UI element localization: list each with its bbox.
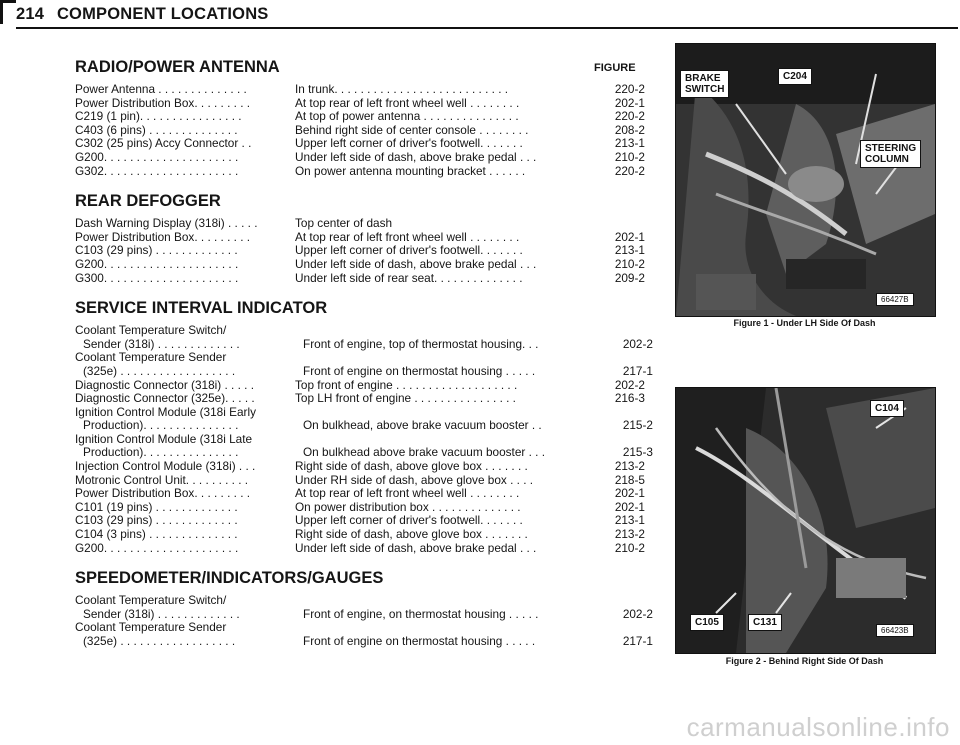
row-figure: 210-2 [614, 149, 645, 164]
figure-1-code: 66427B [876, 293, 914, 306]
row-location: Upper left corner of driver's footwell. . . . . . . [295, 514, 523, 528]
row-location: On power antenna mounting bracket . . . . . . [295, 164, 526, 178]
row-location [295, 406, 595, 420]
row-location [295, 594, 595, 608]
row-location: Under left side of rear seat. . . . . . . . . . . . . . [295, 271, 523, 285]
c204-label: C204 [778, 68, 812, 85]
row-component: Sender (318i) . . . . . . . . . . . . . [83, 607, 240, 621]
row-location [295, 433, 595, 447]
row-component: C104 (3 pins) . . . . . . . . . . . . . . [75, 528, 238, 542]
row-figure: 213-1 [614, 513, 645, 528]
row-component: Coolant Temperature Switch/ [75, 594, 227, 608]
row-component: C101 (19 pins) . . . . . . . . . . . . . [75, 500, 238, 514]
row-location: At top of power antenna . . . . . . . . . . . . . . . [295, 110, 519, 124]
row-figure: 202-1 [614, 499, 645, 514]
row-component: Production). . . . . . . . . . . . . . . [83, 446, 239, 460]
row-component: Coolant Temperature Sender [75, 351, 227, 365]
watermark: carmanualsonline.info [686, 712, 950, 742]
table-row [75, 392, 645, 406]
row-location: Upper left corner of driver's footwell. . . . . . . [295, 137, 523, 151]
row-figure: 208-2 [614, 122, 645, 137]
row-component: Sender (318i) . . . . . . . . . . . . . [83, 337, 240, 351]
row-figure: 213-1 [614, 243, 645, 258]
row-location: Front of engine on thermostat housing . . . . . [303, 364, 536, 378]
table-row [75, 110, 645, 124]
row-location: At top rear of left front wheel well . . . . . . . . [295, 487, 520, 501]
row-figure: 220-2 [614, 109, 645, 124]
table-row [75, 514, 645, 528]
row-location [295, 324, 595, 338]
row-location: Right side of dash, above glove box . . . . . . . [295, 528, 528, 542]
row-figure [595, 433, 645, 447]
table-row [75, 528, 645, 542]
table-row [75, 83, 645, 97]
table-row [75, 231, 645, 245]
row-location: Under left side of dash, above brake pedal . . . [295, 541, 537, 555]
table-row [75, 151, 645, 165]
table-row [75, 363, 653, 379]
row-figure: 210-2 [614, 256, 645, 271]
row-location: Front of engine on thermostat housing . . . . . [303, 635, 536, 648]
row-location: In trunk. . . . . . . . . . . . . . . . . . . . . . . . . . . [295, 83, 509, 96]
table-row [75, 621, 645, 635]
row-location: Upper left corner of driver's footwell. . . . . . . [295, 244, 523, 258]
table-row [75, 433, 645, 447]
row-figure: 213-2 [614, 527, 645, 542]
table-row [75, 351, 645, 365]
row-location [295, 621, 595, 635]
row-component: (325e) . . . . . . . . . . . . . . . . . . [83, 635, 236, 648]
row-figure [595, 594, 645, 608]
table-row [75, 474, 645, 488]
row-component: (325e) . . . . . . . . . . . . . . . . . . [83, 364, 236, 378]
c131-label: C131 [748, 614, 782, 631]
row-location: Front of engine, top of thermostat housing. . . [303, 337, 539, 351]
row-component: Ignition Control Module (318i Early [75, 405, 256, 419]
table-row [75, 217, 645, 231]
table-row [75, 258, 645, 272]
row-figure [595, 406, 645, 420]
row-figure: 215-3 [622, 445, 653, 460]
row-component: G200. . . . . . . . . . . . . . . . . . . . . [75, 150, 239, 164]
row-figure: 202-1 [614, 486, 645, 501]
table-row [75, 244, 645, 258]
row-location: Under left side of dash, above brake pedal . . . [295, 150, 537, 164]
row-component: C403 (6 pins) . . . . . . . . . . . . . . [75, 123, 238, 137]
row-component: C302 (25 pins) Accy Connector . . [75, 137, 252, 151]
page-number: 214 [16, 5, 45, 23]
corner-mark [0, 0, 3, 24]
figure-1-photo [675, 43, 936, 317]
row-figure: 209-2 [614, 270, 645, 285]
steering-column-label: STEERING COLUMN [860, 140, 921, 168]
row-component: Power Distribution Box. . . . . . . . . [75, 487, 251, 501]
row-figure: 218-5 [614, 472, 645, 487]
table-row [75, 606, 653, 622]
row-figure: 215-2 [622, 418, 653, 433]
row-figure: 216-3 [614, 391, 645, 406]
row-location: At top rear of left front wheel well . . . . . . . . [295, 230, 520, 244]
row-component: C103 (29 pins) . . . . . . . . . . . . . [75, 244, 238, 258]
figure-2-caption: Figure 2 - Behind Right Side Of Dash [725, 656, 884, 666]
row-component: G300. . . . . . . . . . . . . . . . . . . . . [75, 271, 239, 285]
row-figure: 220-2 [614, 82, 645, 96]
row-figure: 213-2 [614, 459, 645, 474]
row-figure [595, 324, 645, 338]
row-figure: 217-1 [622, 363, 653, 378]
section-title: REAR DEFOGGER [75, 192, 221, 211]
figure-2-photo [675, 387, 936, 654]
row-component: G302. . . . . . . . . . . . . . . . . . . . . [75, 164, 239, 178]
row-component: Diagnostic Connector (325e). . . . . [75, 392, 255, 406]
section [75, 299, 653, 555]
row-location: Behind right side of center console . . . . . . . . [295, 123, 529, 137]
row-figure [595, 621, 645, 635]
row-component: Power Antenna . . . . . . . . . . . . . . [75, 83, 247, 96]
table-row [75, 418, 653, 433]
figure-2-code: 66423B [876, 624, 914, 637]
row-component: Coolant Temperature Switch/ [75, 324, 227, 338]
section-title: SPEEDOMETER/INDICATORS/GAUGES [75, 569, 384, 588]
page-header [16, 5, 269, 24]
row-figure: 210-2 [614, 540, 645, 555]
section-title: RADIO/POWER ANTENNA [75, 58, 280, 76]
row-location [295, 351, 595, 365]
row-location: Right side of dash, above glove box . . . . . . . [295, 460, 528, 474]
table-row [75, 336, 653, 352]
corner-mark [0, 0, 16, 3]
c104-label: C104 [870, 400, 904, 417]
table-row [75, 445, 653, 460]
page-title: COMPONENT LOCATIONS [56, 5, 269, 23]
table-row [75, 487, 645, 501]
row-location: Top center of dash [295, 217, 393, 231]
table-row [75, 124, 645, 138]
row-figure: 202-1 [614, 95, 645, 110]
row-figure: 217-1 [622, 634, 653, 648]
row-location: On power distribution box . . . . . . . . . . . . . . [295, 500, 521, 514]
table-row [75, 272, 645, 286]
row-component: Injection Control Module (318i) . . . [75, 460, 256, 474]
row-figure: 202-2 [622, 336, 653, 351]
table-row [75, 165, 645, 179]
row-component: Power Distribution Box. . . . . . . . . [75, 230, 251, 244]
row-component: Dash Warning Display (318i) . . . . . [75, 217, 258, 231]
c105-label: C105 [690, 614, 724, 631]
row-component: G200. . . . . . . . . . . . . . . . . . . . . [75, 541, 239, 555]
section-title: SERVICE INTERVAL INDICATOR [75, 299, 328, 318]
row-component: C103 (29 pins) . . . . . . . . . . . . . [75, 514, 238, 528]
row-location: At top rear of left front wheel well . . . . . . . . [295, 96, 520, 110]
table-row [75, 594, 645, 608]
table-row [75, 501, 645, 515]
section [75, 569, 653, 648]
section [75, 192, 645, 285]
row-component: Coolant Temperature Sender [75, 621, 227, 635]
row-location: Under left side of dash, above brake pedal . . . [295, 257, 537, 271]
table-row [75, 324, 645, 338]
row-component: G200. . . . . . . . . . . . . . . . . . . . . [75, 257, 239, 271]
row-component: Power Distribution Box. . . . . . . . . [75, 96, 251, 110]
header-rule [16, 27, 958, 29]
row-component: Ignition Control Module (318i Late [75, 432, 253, 446]
table-row [75, 460, 645, 474]
row-figure: 213-1 [614, 136, 645, 151]
row-location: On bulkhead above brake vacuum booster . . . [303, 446, 545, 460]
row-figure [595, 351, 645, 365]
table-row [75, 406, 645, 420]
table-row [75, 379, 645, 393]
row-component: Production). . . . . . . . . . . . . . . [83, 419, 239, 433]
row-figure: 220-2 [614, 163, 645, 178]
row-location: On bulkhead, above brake vacuum booster . . [303, 419, 542, 433]
row-figure [595, 217, 645, 231]
row-figure: 202-2 [622, 606, 653, 621]
table-row [75, 97, 645, 111]
table-row [75, 634, 653, 649]
row-location: Front of engine, on thermostat housing . . . . . [303, 607, 539, 621]
row-location: Under RH side of dash, above glove box . . . . [295, 473, 534, 487]
brake-switch-label: BRAKE SWITCH [680, 70, 729, 98]
row-location: Top front of engine . . . . . . . . . . . . . . . . . . . [295, 378, 518, 392]
row-component: C219 (1 pin). . . . . . . . . . . . . . . . [75, 110, 242, 124]
component-table [75, 58, 653, 663]
row-figure: 202-2 [614, 377, 645, 392]
figure-1-caption: Figure 1 - Under LH Side Of Dash [733, 318, 876, 328]
figure-column-label: FIGURE [594, 62, 636, 74]
row-component: Diagnostic Connector (318i) . . . . . [75, 378, 254, 392]
row-location: Top LH front of engine . . . . . . . . . . . . . . . . [295, 392, 516, 406]
table-row [75, 137, 645, 151]
section [75, 58, 645, 178]
row-figure: 202-1 [614, 229, 645, 244]
table-row [75, 542, 645, 556]
row-component: Motronic Control Unit. . . . . . . . . . [75, 473, 249, 487]
